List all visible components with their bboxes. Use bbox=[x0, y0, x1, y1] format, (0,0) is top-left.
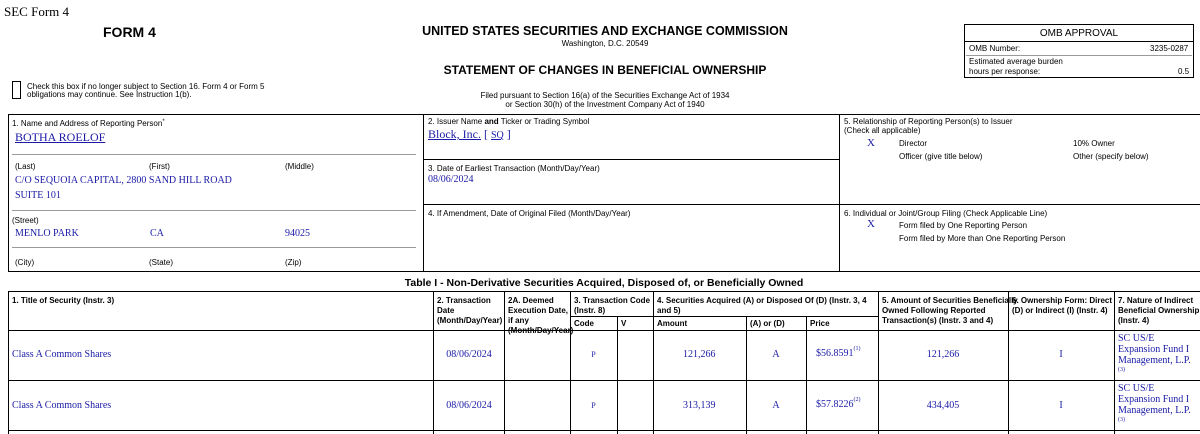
row-code: P bbox=[591, 401, 596, 410]
omb-title: OMB APPROVAL bbox=[1039, 28, 1119, 39]
agency-location: Washington, D.C. 20549 bbox=[561, 39, 649, 48]
zip-label: (Zip) bbox=[285, 258, 302, 267]
omb-burden-label1: Estimated average burden bbox=[969, 57, 1063, 66]
row-price: $57.8226$^{(2)}$ bbox=[816, 397, 861, 410]
omb-number-label: OMB Number: bbox=[969, 44, 1021, 53]
col-securities-acquired-header: 4. Securities Acquired (A) or Disposed Of (D) (Instr. 3, 4 and 5) bbox=[657, 296, 867, 315]
row-title: Class A Common Shares bbox=[12, 349, 112, 360]
section1-label: 1. Name and Address of Reporting Person* bbox=[12, 119, 165, 128]
state-value: CA bbox=[150, 228, 164, 239]
omb-burden-label2: hours per response: bbox=[969, 67, 1041, 76]
section5-label: 5. Relationship of Reporting Person(s) to Issuer bbox=[844, 117, 1013, 126]
row-owned: 121,266 bbox=[926, 349, 960, 360]
state-label: (State) bbox=[149, 258, 174, 267]
city-label: (City) bbox=[15, 258, 35, 267]
row-date: 08/06/2024 bbox=[446, 400, 492, 411]
col-title-header: 1. Title of Security (Instr. 3) bbox=[12, 296, 115, 305]
first-label: (First) bbox=[149, 162, 170, 171]
row-a-or-d: A bbox=[772, 349, 780, 360]
more-person-label: Form filed by More than One Reporting Person bbox=[899, 234, 1066, 243]
col-nature-header: 7. Nature of Indirect Beneficial Ownership (Instr. 4) bbox=[1118, 296, 1200, 325]
omb-burden-value: 0.5 bbox=[1178, 67, 1190, 76]
one-person-label: Form filed by One Reporting Person bbox=[899, 221, 1028, 230]
checkbox-text-line2: obligations may continue. See Instruction 1(b). bbox=[27, 90, 192, 99]
issuer-ticker: Block, Inc. [ SQ ] bbox=[428, 127, 511, 141]
col-ownership-form-header: 6. Ownership Form: Direct (D) or Indirect (I) (Instr. 4) bbox=[1012, 296, 1113, 315]
reporting-info-box bbox=[8, 114, 1200, 272]
reporting-person-name[interactable]: BOTHA ROELOF bbox=[15, 130, 106, 144]
street-label: (Street) bbox=[12, 216, 39, 225]
col-deemed-date-header: 2A. Deemed Execution Date, if any (Month/Day/Year) bbox=[508, 296, 574, 335]
section3-label: 3. Date of Earliest Transaction (Month/Day/Year) bbox=[428, 164, 600, 173]
issuer-name-link[interactable]: Block, Inc. bbox=[428, 127, 481, 141]
section6-label: 6. Individual or Joint/Group Filing (Check Applicable Line) bbox=[844, 209, 1048, 218]
row-a-or-d: A bbox=[772, 400, 780, 411]
col-amount-subheader: Amount bbox=[657, 319, 688, 328]
sec-form-label: SEC Form 4 bbox=[4, 4, 70, 19]
row-nature: SC US/E Expansion Fund I Management, L.P. (3) bbox=[1118, 383, 1191, 423]
col-price-subheader: Price bbox=[810, 319, 830, 328]
row-owned: 434,405 bbox=[926, 400, 960, 411]
ticker-link[interactable]: SQ bbox=[491, 130, 504, 141]
col-transaction-date-header: 2. Transaction Date (Month/Day/Year) bbox=[437, 296, 503, 325]
zip-value: 94025 bbox=[285, 228, 310, 239]
director-mark: X bbox=[867, 137, 875, 149]
col-amount-owned-header: 5. Amount of Securities Beneficially Owned Following Reported Transaction(s) (Instr. 3 and 4) bbox=[882, 296, 1018, 325]
agency-title: UNITED STATES SECURITIES AND EXCHANGE COMMISSION bbox=[422, 24, 788, 38]
section2-label: 2. Issuer Name and Ticker or Trading Symbol bbox=[428, 117, 590, 126]
last-label: (Last) bbox=[15, 162, 36, 171]
officer-label: Officer (give title below) bbox=[899, 152, 983, 161]
statement-title: STATEMENT OF CHANGES IN BENEFICIAL OWNERSHIP bbox=[443, 63, 767, 77]
row-nature: SC US/E Expansion Fund I Management, L.P. (3) bbox=[1118, 333, 1191, 373]
col-transaction-code-header: 3. Transaction Code (Instr. 8) bbox=[574, 296, 651, 315]
row-price: $56.8591$^{(1)}$ bbox=[816, 346, 861, 359]
col-code-subheader: Code bbox=[574, 319, 594, 328]
section5-sublabel: (Check all applicable) bbox=[844, 126, 921, 135]
row-code: P bbox=[591, 350, 596, 359]
table1-title: Table I - Non-Derivative Securities Acquired, Disposed of, or Beneficially Owned bbox=[404, 277, 804, 289]
one-person-mark: X bbox=[867, 218, 875, 230]
address-line1: C/O SEQUOIA CAPITAL, 2800 SAND HILL ROAD bbox=[15, 175, 232, 186]
col-a-or-d-subheader: (A) or (D) bbox=[750, 319, 785, 328]
middle-label: (Middle) bbox=[285, 162, 314, 171]
row-amount: 313,139 bbox=[683, 400, 716, 411]
ten-percent-owner-label: 10% Owner bbox=[1073, 139, 1115, 148]
section16-checkbox[interactable] bbox=[12, 81, 21, 99]
row-date: 08/06/2024 bbox=[446, 349, 492, 360]
earliest-transaction-date: 08/06/2024 bbox=[428, 174, 474, 185]
checkbox-text-line1: Check this box if no longer subject to Section 16. Form 4 or Form 5 bbox=[27, 82, 265, 91]
omb-number-value: 3235-0287 bbox=[1150, 44, 1189, 53]
address-line2: SUITE 101 bbox=[15, 190, 61, 201]
row-amount: 121,266 bbox=[683, 349, 716, 360]
other-label: Other (specify below) bbox=[1073, 152, 1149, 161]
city-value: MENLO PARK bbox=[15, 228, 79, 239]
row-title: Class A Common Shares bbox=[12, 400, 112, 411]
filed-pursuant-line2: or Section 30(h) of the Investment Company Act of 1940 bbox=[505, 100, 705, 109]
filed-pursuant-line1: Filed pursuant to Section 16(a) of the Securities Exchange Act of 1934 bbox=[480, 91, 730, 100]
form-title: FORM 4 bbox=[103, 24, 156, 40]
col-v-subheader: V bbox=[621, 319, 627, 328]
row-ownership-form: I bbox=[1059, 400, 1063, 411]
section4-label: 4. If Amendment, Date of Original Filed (Month/Day/Year) bbox=[428, 209, 631, 218]
director-label: Director bbox=[899, 139, 928, 148]
row-ownership-form: I bbox=[1059, 349, 1063, 360]
